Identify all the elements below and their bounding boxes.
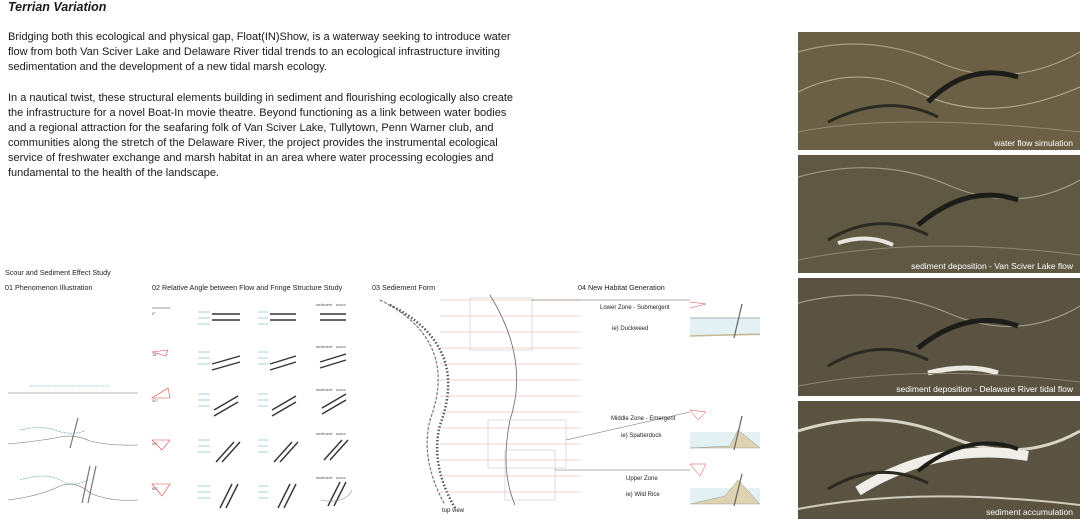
study-heading: Scour and Sediment Effect Study [5, 268, 111, 277]
middle-zone-example: ie) Spatterdock [621, 433, 662, 439]
sediment-label: sediment [316, 475, 333, 480]
phenomenon-illustration [8, 386, 138, 503]
angle-label: 0° [152, 311, 156, 316]
top-view-label: top view [442, 508, 465, 514]
photo-caption: water flow simulation [994, 138, 1073, 148]
intro-paragraph: Bridging both this ecological and physical gap, Float(IN)Show, is a waterway seeking to introduce water flow from both Van Sciver Lake and Delaware River tidal trends to an ecological infrastructure inviting sedimentation and the development of a new tidal marsh ecology. [8, 31, 511, 73]
study-03-label: 03 Sediement Form [372, 283, 436, 292]
sediment-accumulation-image [798, 401, 1080, 519]
study-04-label: 04 New Habitat Generation [578, 283, 665, 292]
scour-label: scour [336, 302, 346, 307]
study-02-label: 02 Relative Angle between Flow and Fringe Structure Study [152, 283, 343, 292]
study-01-label: 01 Phenomenon Illustration [5, 283, 93, 292]
sediment-label: sediment [316, 387, 333, 392]
upper-zone-label: Upper Zone [626, 476, 658, 482]
sediment-label: sediment [316, 431, 333, 436]
scour-label: scour [336, 387, 346, 392]
sediment-van-sciver-image [798, 155, 1080, 273]
lower-zone-label: Lower Zone - Submergent [600, 305, 670, 311]
scour-label: scour [336, 475, 346, 480]
angle-label: 15° [152, 352, 159, 357]
sediment-label: sediment [316, 344, 333, 349]
habitat-sections [690, 302, 760, 506]
angle-label: 30° [152, 398, 159, 403]
water-flow-simulation-image [798, 32, 1080, 150]
middle-zone-label: Middle Zone - Emergent [611, 416, 676, 422]
angle-label: 60° [152, 486, 159, 491]
scour-label: scour [336, 431, 346, 436]
sediment-label: sediment [316, 302, 333, 307]
page-title: Terrian Variation [8, 0, 107, 14]
angle-label: 45° [152, 441, 159, 446]
upper-zone-example: ie) Wild Rice [626, 492, 660, 498]
sediment-form-diagram [380, 295, 690, 508]
photo-caption: sediment accumulation [986, 507, 1073, 517]
lower-zone-example: ie) Duckweed [612, 326, 649, 332]
angle-study-grid [152, 308, 352, 508]
boat-in-paragraph: In a nautical twist, these structural elements building in sediment and flourishing ecologically also create the infrastructure for a novel Boat-In movie theatre. Beyond functioning as a link between water bodies and a regional attraction for the seafaring folk of Van Sciver Lake, Tullytown, Penn Warner club, and communities along the stretch of the Delaware River, the project provides the instrumental ecological service of freshwater exchange and marsh habitat in an area where water processing ecologies and fundamental to the health of the landscape. [8, 92, 514, 179]
sediment-delaware-image [798, 278, 1080, 396]
photo-caption: sediment deposition - Delaware River tidal flow [896, 384, 1073, 394]
scour-label: scour [336, 344, 346, 349]
photo-caption: sediment deposition - Van Sciver Lake flow [911, 261, 1073, 271]
